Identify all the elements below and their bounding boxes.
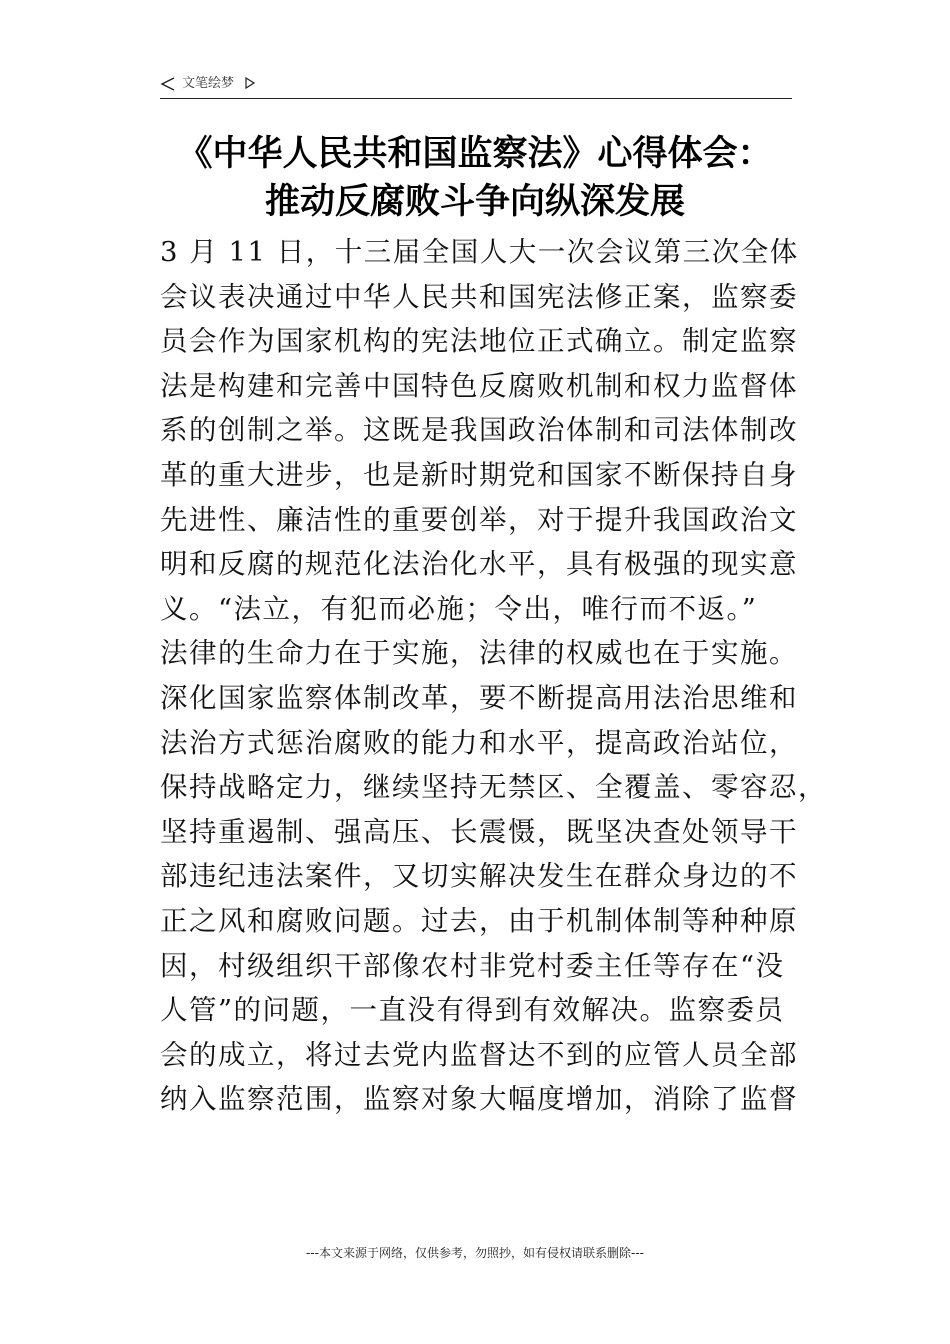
body-line: 部违纪违法案件，又切实解决发生在群众身边的不 [160, 860, 798, 893]
triangle-right-icon [244, 76, 256, 90]
document-title [140, 130, 810, 226]
header-source-label: 文笔绘梦 [182, 76, 235, 91]
body-line: 法律的生命力在于实施，法律的权威也在于实施。 [160, 637, 798, 670]
body-line: 义。“法立，有犯而必施；令出，唯行而不返。” [160, 592, 758, 625]
triangle-left-icon [160, 76, 176, 92]
body-text [160, 232, 827, 1124]
page-header [160, 74, 792, 99]
body-line: 法是构建和完善中国特色反腐败机制和权力监督体 [160, 369, 798, 402]
body-line: 深化国家监察体制改革，要不断提高用法治思维和 [160, 681, 798, 714]
body-line: 坚持重遏制、强高压、长震慑，既坚决查处领导干 [160, 815, 798, 848]
footer-notice: ---本文来源于网络，仅供参考，勿照抄，如有侵权请联系删除--- [306, 1246, 644, 1260]
title-line-1: 《中华人民共和国监察法》心得体会： [177, 134, 773, 174]
body-line: 系的创制之举。这既是我国政治体制和司法体制改 [160, 414, 798, 447]
body-line: 纳入监察范围，监察对象大幅度增加，消除了监督 [160, 1083, 798, 1116]
body-line: 员会作为国家机构的宪法地位正式确立。制定监察 [160, 325, 798, 358]
body-line: 法治方式惩治腐败的能力和水平，提高政治站位， [160, 726, 798, 759]
body-line: 正之风和腐败问题。过去，由于机制体制等种种原 [160, 904, 798, 937]
body-line: 会的成立，将过去党内监督达不到的应管人员全部 [160, 1038, 798, 1071]
body-line: 会议表决通过中华人民共和国宪法修正案，监察委 [160, 280, 798, 313]
body-line: 3 月 11 日，十三届全国人大一次会议第三次全体 [160, 236, 799, 268]
body-line: 明和反腐的规范化法治化水平，具有极强的现实意 [160, 548, 798, 581]
body-line: 人管”的问题，一直没有得到有效解决。监察委员 [160, 994, 785, 1027]
body-line: 保持战略定力，继续坚持无禁区、全覆盖、零容忍， [160, 771, 827, 804]
body-line: 因，村级组织干部像农村非党村委主任等存在“没 [160, 949, 785, 982]
title-line-2: 推动反腐败斗争向纵深发展 [264, 182, 685, 222]
body-line: 革的重大进步，也是新时期党和国家不断保持自身 [160, 458, 798, 491]
body-line: 先进性、廉洁性的重要创举，对于提升我国政治文 [160, 503, 798, 536]
